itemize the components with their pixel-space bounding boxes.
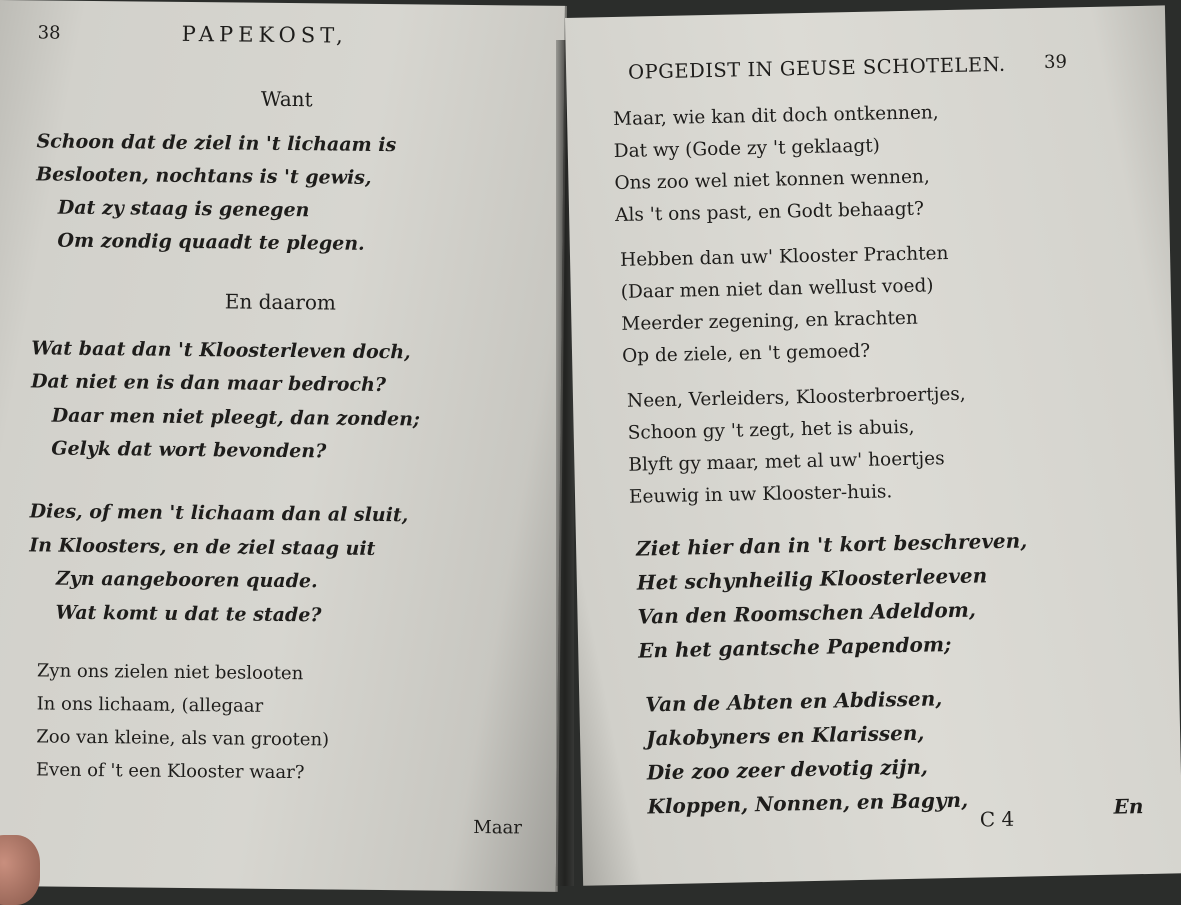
verse-line: Ziet hier dan in 't kort beschreven, <box>635 528 1028 561</box>
verse-line: Van den Roomschen Adeldom, <box>637 597 977 629</box>
catchword-left: Maar <box>473 817 522 839</box>
verse-line: Dies, of men 't lichaam dan al sluit, <box>29 500 409 527</box>
verse-line: Gelyk dat wort bevonden? <box>51 437 327 463</box>
verse-line: Dat zy staag is genegen <box>57 196 310 222</box>
verse-line: Die zoo zeer devotig zijn, <box>646 754 929 785</box>
verse-line: Op de ziele, en 't gemoed? <box>621 340 871 367</box>
running-head-right: OPGEDIST IN GEUSE SCHOTELEN. <box>627 52 1006 84</box>
heading-en-daarom: En daarom <box>224 289 337 315</box>
verse-line: Ons zoo wel niet konnen wennen, <box>614 166 930 194</box>
verse-line: Hebben dan uw' Klooster Prachten <box>619 243 949 271</box>
verse-line: Als 't ons past, en Godt behaagt? <box>614 198 925 226</box>
catchword-right: En <box>1113 794 1144 819</box>
signature-mark: C 4 <box>979 806 1015 832</box>
page-number-right: 39 <box>1043 51 1068 73</box>
verse-line: Van de Abten en Abdissen, <box>645 686 943 717</box>
verse-line: Schoon gy 't zegt, het is abuis, <box>627 416 915 444</box>
verse-line: Wat komt u dat te stade? <box>55 601 322 627</box>
thumb <box>0 835 40 905</box>
verse-line: Beslooten, nochtans is 't gewis, <box>36 163 372 189</box>
left-page <box>0 0 567 892</box>
verse-line: Zyn ons zielen niet beslooten <box>36 660 304 685</box>
verse-line: Wat baat dan 't Kloosterleven doch, <box>31 337 411 364</box>
right-page <box>565 5 1181 885</box>
verse-line: Dat niet en is dan maar bedroch? <box>30 370 387 397</box>
verse-line: Maar, wie kan dit doch ontkennen, <box>612 102 939 131</box>
verse-line: Zoo van kleine, als van grooten) <box>36 726 330 751</box>
verse-line: Dat wy (Gode zy 't geklaagt) <box>613 135 881 163</box>
verse-line: Even of 't een Klooster waar? <box>35 759 305 784</box>
running-head-left: PAPEKOST, <box>181 21 348 48</box>
verse-line: (Daar men niet dan wellust voed) <box>620 275 934 303</box>
verse-line: Het schynheilig Kloosterleeven <box>636 563 988 595</box>
verse-line: Meerder zegening, en krachten <box>621 307 919 335</box>
verse-line: Blyft gy maar, met al uw' hoertjes <box>628 448 945 476</box>
verse-line: Neen, Verleiders, Kloosterbroertjes, <box>626 383 966 412</box>
verse-line: Daar men niet pleegt, dan zonden; <box>51 404 421 431</box>
verse-line: Kloppen, Nonnen, en Bagyn, <box>647 787 969 819</box>
heading-want: Want <box>260 86 313 112</box>
verse-line: In Kloosters, en de ziel staag uit <box>29 534 376 560</box>
page-number-left: 38 <box>37 22 61 44</box>
verse-line: Jakobyners en Klarissen, <box>645 720 925 751</box>
verse-line: Om zondig quaadt te plegen. <box>57 229 365 255</box>
verse-line: Schoon dat de ziel in 't lichaam is <box>36 130 397 157</box>
verse-line: Eeuwig in uw Klooster-huis. <box>628 481 893 508</box>
verse-line: In ons lichaam, (allegaar <box>36 693 264 717</box>
verse-line: Zyn aangebooren quade. <box>55 567 318 593</box>
verse-line: En het gantsche Papendom; <box>638 632 952 663</box>
